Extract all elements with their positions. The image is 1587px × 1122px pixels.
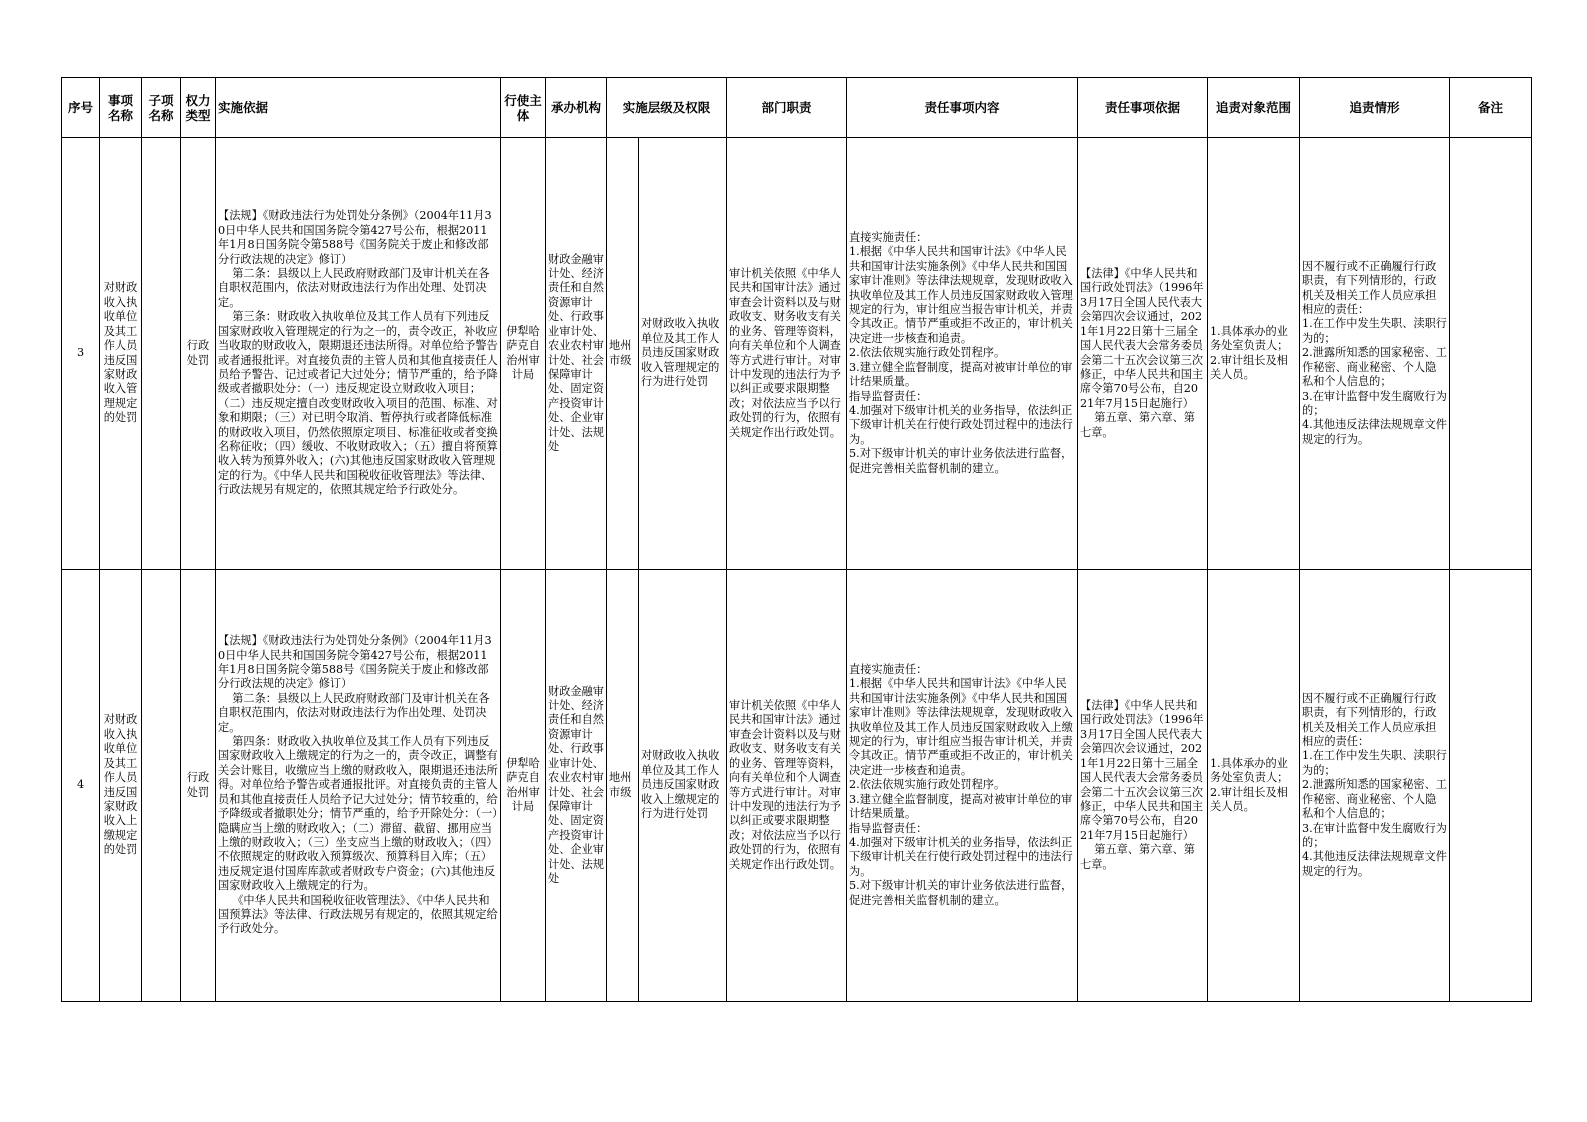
row-subject: 伊犁哈萨克自治州审计局 [501, 570, 546, 1002]
header-row [62, 78, 1532, 138]
row-power-type: 行政 处罚 [181, 138, 216, 570]
row-remark [1450, 570, 1532, 1002]
responsibility-table [61, 77, 1532, 1002]
row-resp-basis: 【法律】《中华人民共和国行政处罚法》（1996年3月17日全国人民代表大会第四次会议通过，2021年1月22日第十三届全国人民代表大会常务委员会第二十五次会议第三次修正，中华人民共和国主席令第70号公布，自2021年7月15日起施行） 第五章、第六章、第七章。 [1078, 138, 1208, 570]
col-seq-header: 序号 [62, 78, 100, 138]
row-scope: 1.具体承办的业务处室负责人； 2.审计组长及相关人员。 [1208, 570, 1300, 1002]
col-remark-header: 备注 [1450, 78, 1532, 138]
row-item-name: 对财政收入执收单位及其工作人员违反国家财政收入上缴规定的处罚 [100, 570, 142, 1002]
col-situation-header: 追责情形 [1300, 78, 1450, 138]
row-subject: 伊犁哈萨克自治州审计局 [501, 138, 546, 570]
row-sub-name [142, 570, 181, 1002]
row-org: 财政金融审计处、经济责任和自然资源审计处、行政事业审计处、农业农村审计处、社会保障审计处、固定资产投资审计处、企业审计处、法规处 [546, 138, 607, 570]
col-item-name-header: 事项 名称 [100, 78, 142, 138]
row-remark [1450, 138, 1532, 570]
table-row [62, 138, 1532, 570]
row-org: 财政金融审计处、经济责任和自然资源审计处、行政事业审计处、农业农村审计处、社会保障审计处、固定资产投资审计处、企业审计处、法规处 [546, 570, 607, 1002]
row-level-tier: 地州 市级 [607, 138, 639, 570]
row-duty: 审计机关依照《中华人民共和国审计法》通过审查会计资料以及与财政收支、财务收支有关的业务、管理等资料，向有关单位和个人调查等方式进行审计。对审计中发现的违法行为予以纠正或要求限期整改；对依法应当予以行政处罚的行为，依照有关规定作出行政处罚。 [727, 138, 847, 570]
row-scope: 1.具体承办的业务处室负责人； 2.审计组长及相关人员。 [1208, 138, 1300, 570]
row-item-name: 对财政收入执收单位及其工作人员违反国家财政收入管理规定的处罚 [100, 138, 142, 570]
col-level-header: 实施层级及权限 [607, 78, 727, 138]
col-scope-header: 追责对象范围 [1208, 78, 1300, 138]
col-sub-name-header: 子项 名称 [142, 78, 181, 138]
col-resp-basis-header: 责任事项依据 [1078, 78, 1208, 138]
col-subject-header: 行使主 体 [501, 78, 546, 138]
col-basis-header: 实施依据 [216, 78, 501, 138]
row-basis: 【法规】《财政违法行为处罚处分条例》（2004年11月30日中华人民共和国国务院令第427号公布，根据2011年1月8日国务院令第588号《国务院关于废止和修改部分行政法规的决定》修订） 第二条：县级以上人民政府财政部门及审计机关在各自职权范围内，依法对财政违法行为作出处理、处罚决定。 第三条：财政收入执收单位及其工作人员有下列违反国家财政收入管理规定的行为之一的，责令改正，补收应当收取的财政收入，限期退还违法所得。对单位给予警告或者通报批评。对直接负责的主管人员和其他直接责任人员给予警告、记过或者记大过处分；情节严重的，给予降级或者撤职处分：（一）违反规定设立财政收入项目；（二）违反规定擅自改变财政收入项目的范围、标准、对象和期限；（三）对已明令取消、暂停执行或者降低标准的财政收入项目，仍然依照原定项目、标准征收或者变换名称征收；（四）缓收、不收财政收入；（五）擅自将预算收入转为预算外收入；(六)其他违反国家财政收入管理规定的行为。《中华人民共和国税收征收管理法》等法律、行政法规另有规定的，依照其规定给予行政处分。 [216, 138, 501, 570]
row-resp-basis: 【法律】《中华人民共和国行政处罚法》（1996年3月17日全国人民代表大会第四次会议通过，2021年1月22日第十三届全国人民代表大会常务委员会第二十五次会议第三次修正，中华人民共和国主席令第70号公布，自2021年7月15日起施行） 第五章、第六章、第七章。 [1078, 570, 1208, 1002]
row-seq: 3 [62, 138, 100, 570]
row-sub-name [142, 138, 181, 570]
col-resp-content-header: 责任事项内容 [847, 78, 1078, 138]
row-power-type: 行政 处罚 [181, 570, 216, 1002]
row-seq: 4 [62, 570, 100, 1002]
row-resp-content: 直接实施责任： 1.根据《中华人民共和国审计法》《中华人民共和国审计法实施条例》《中华人民共和国国家审计准则》等法律法规规章，发现财政收入执收单位及其工作人员违反国家财政收入管理规定的行为，审计组应当报告审计机关，并责令其改正。情节严重或拒不改正的，审计机关决定进一步核查和追责。 2.依法依规实施行政处罚程序。 3.建立健全监督制度，提高对被审计单位的审计结果质量。 指导监督责任： 4.加强对下级审计机关的业务指导，依法纠正下级审计机关在行使行政处罚过程中的违法行为。 5.对下级审计机关的审计业务依法进行监督，促进完善相关监督机制的建立。 [847, 138, 1078, 570]
row-resp-content: 直接实施责任： 1.根据《中华人民共和国审计法》《中华人民共和国审计法实施条例》《中华人民共和国国家审计准则》等法律法规规章，发现财政收入执收单位及其工作人员违反国家财政收入上缴规定的行为，审计组应当报告审计机关，并责令其改正。情节严重或拒不改正的，审计机关决定进一步核查和追责。 2.依法依规实施行政处罚程序。 3.建立健全监督制度，提高对被审计单位的审计结果质量。 指导监督责任： 4.加强对下级审计机关的业务指导，依法纠正下级审计机关在行使行政处罚过程中的违法行为。 5.对下级审计机关的审计业务依法进行监督，促进完善相关监督机制的建立。 [847, 570, 1078, 1002]
row-situation: 因不履行或不正确履行行政职责，有下列情形的，行政机关及相关工作人员应承担相应的责任： 1.在工作中发生失职、渎职行为的； 2.泄露所知悉的国家秘密、工作秘密、商业秘密、个人隐私和个人信息的； 3.在审计监督中发生腐败行为的； 4.其他违反法律法规规章文件规定的行为。 [1300, 138, 1450, 570]
table-row [62, 570, 1532, 1002]
row-duty: 审计机关依照《中华人民共和国审计法》通过审查会计资料以及与财政收支、财务收支有关的业务、管理等资料，向有关单位和个人调查等方式进行审计。对审计中发现的违法行为予以纠正或要求限期整改；对依法应当予以行政处罚的行为，依照有关规定作出行政处罚。 [727, 570, 847, 1002]
row-basis: 【法规】《财政违法行为处罚处分条例》（2004年11月30日中华人民共和国国务院令第427号公布，根据2011年1月8日国务院令第588号《国务院关于废止和修改部分行政法规的决定》修订） 第二条：县级以上人民政府财政部门及审计机关在各自职权范围内，依法对财政违法行为作出处理、处罚决定。 第四条：财政收入执收单位及其工作人员有下列违反国家财政收入上缴规定的行为之一的，责令改正，调整有关会计账目，收缴应当上缴的财政收入，限期退还违法所得。对单位给予警告或者通报批评。对直接负责的主管人员和其他直接责任人员给予记大过处分；情节较重的，给予降级或者撤职处分；情节严重的，给予开除处分：（一）隐瞒应当上缴的财政收入；（二）滞留、截留、挪用应当上缴的财政收入；（三）坐支应当上缴的财政收入；（四）不依照规定的财政收入预算级次、预算科目入库；（五）违反规定退付国库库款或者财政专户资金；(六)其他违反国家财政收入上缴规定的行为。 《中华人民共和国税收征收管理法》、《中华人民共和国预算法》等法律、行政法规另有规定的，依照其规定给予行政处分。 [216, 570, 501, 1002]
col-power-type-header: 权力 类型 [181, 78, 216, 138]
col-org-header: 承办机构 [546, 78, 607, 138]
row-level-tier: 地州 市级 [607, 570, 639, 1002]
row-level-authority: 对财政收入执收单位及其工作人员违反国家财政收入上缴规定的行为进行处罚 [639, 570, 727, 1002]
col-duty-header: 部门职责 [727, 78, 847, 138]
row-situation: 因不履行或不正确履行行政职责，有下列情形的，行政机关及相关工作人员应承担相应的责任： 1.在工作中发生失职、渎职行为的； 2.泄露所知悉的国家秘密、工作秘密、商业秘密、个人隐私和个人信息的； 3.在审计监督中发生腐败行为的； 4.其他违反法律法规规章文件规定的行为。 [1300, 570, 1450, 1002]
row-level-authority: 对财政收入执收单位及其工作人员违反国家财政收入管理规定的行为进行处罚 [639, 138, 727, 570]
